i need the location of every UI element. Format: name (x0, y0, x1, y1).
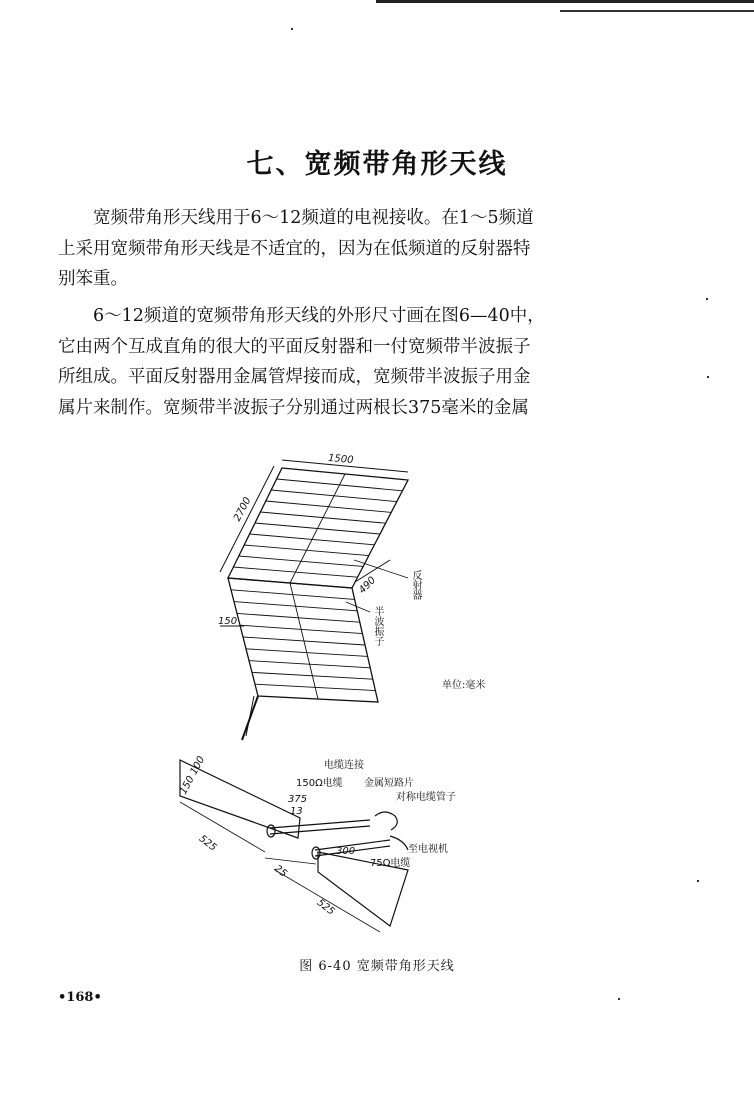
dim-13-label: 13 (290, 806, 303, 817)
cable-75-label: 75Ω电缆 (370, 858, 411, 869)
dipole-label: 半波振子 (372, 606, 383, 646)
antenna-figure (150, 440, 610, 940)
text-line: 宽频带角形天线用于6～12频道的电视接收。在1～5频道 (93, 208, 534, 228)
dim-25-label: 25 (271, 863, 289, 880)
dim-525-b-label: 525 (314, 897, 337, 918)
dim-length-label: 2700 (231, 495, 254, 524)
text-line: 6～12频道的宽频带角形天线的外形尺寸画在图6—40中， (93, 306, 545, 326)
to-tv-label: 至电视机 (408, 844, 448, 855)
lower-reflector (228, 578, 378, 702)
unit-label: 单位:毫米 (442, 680, 486, 691)
text-line: 它由两个互成直角的很大的平面反射器和一付宽频带半波振子 (58, 336, 531, 357)
text-line: 别笨重。 (58, 269, 128, 289)
paragraph-2 (58, 301, 623, 423)
figure-caption: 图 6-40 宽频带角形天线 (299, 959, 455, 974)
scan-speck (697, 880, 699, 882)
scan-speck (291, 28, 293, 30)
reflector-divider (290, 474, 345, 583)
text-line: 所组成。平面反射器用金属管焊接而成，宽频带半波振子用金 (58, 367, 531, 387)
dim-width-label: 1500 (327, 452, 354, 467)
balun-label: 对称电缆管子 (396, 792, 456, 803)
cable-150-label: 150Ω电缆 (296, 778, 343, 789)
cable-connect-label: 电缆连接 (324, 760, 364, 771)
dim-150-label: 150 (218, 616, 238, 627)
text-line: 属片来制作。宽频带半波振子分别通过两根长375毫米的金属 (58, 397, 529, 418)
paragraph-1 (58, 203, 623, 295)
dim-490-label: 490 (356, 574, 379, 597)
page-number: •168• (58, 990, 102, 1005)
scan-speck (618, 998, 620, 1000)
metal-short-label: 金属短路片 (364, 778, 414, 789)
scan-speck (707, 376, 709, 378)
text-line: 上采用宽频带角形天线是不适宜的，因为在低频道的反射器特 (58, 238, 531, 259)
section-title: 七、宽频带角形天线 (246, 149, 508, 180)
page-border-line (376, 0, 754, 3)
dim-525-a-label: 525 (196, 833, 219, 854)
reflector-divider (290, 583, 318, 699)
page-border-line-2 (560, 10, 754, 12)
dim-375-label: 375 (288, 794, 308, 805)
scan-speck (706, 298, 708, 300)
dim-300-label: 300 (336, 846, 356, 857)
dim-150-100-label: 150 100 (178, 754, 208, 797)
reflector-label: 反射器 (410, 570, 421, 600)
